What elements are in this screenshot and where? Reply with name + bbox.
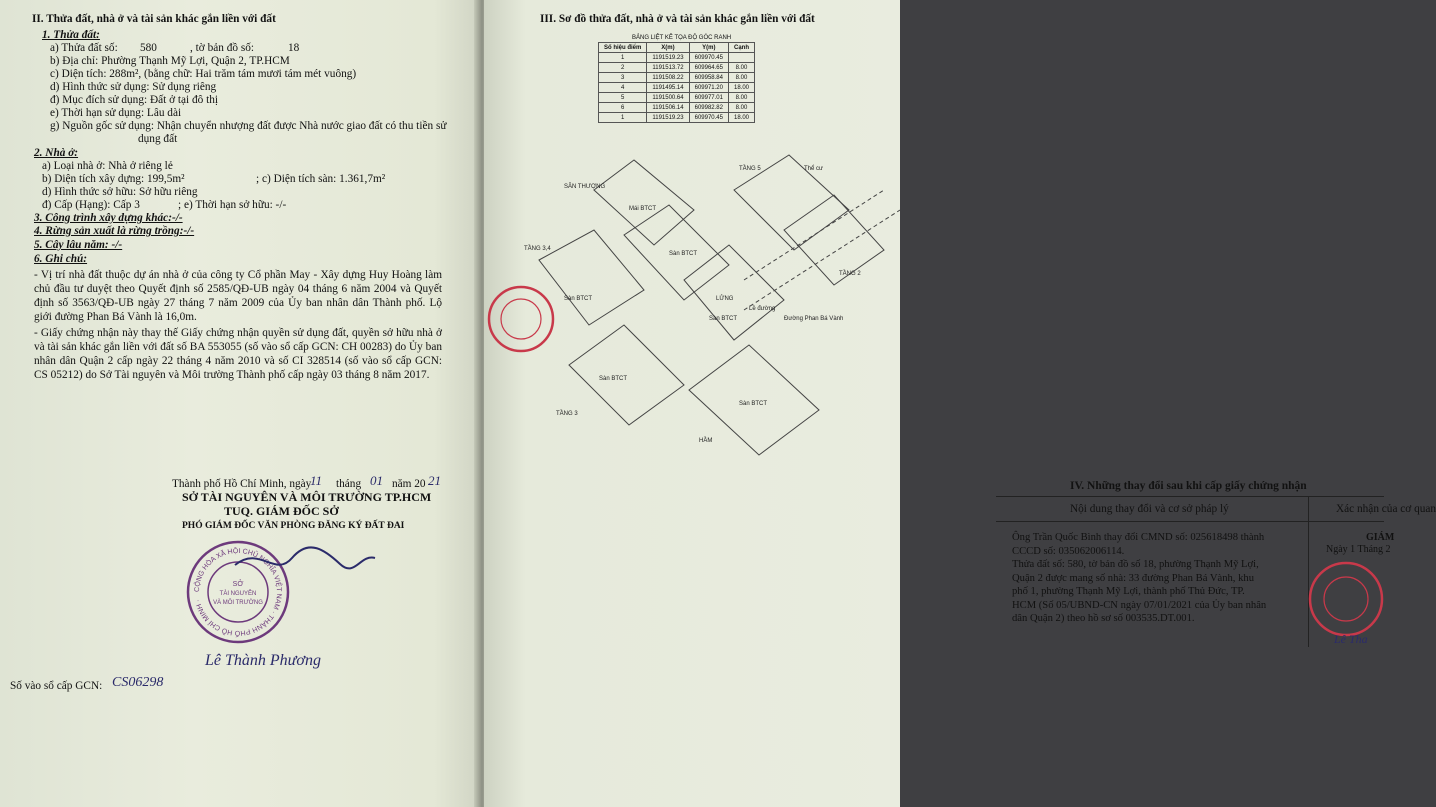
coord-row bbox=[599, 63, 755, 73]
coord-row bbox=[599, 83, 755, 93]
label-san-btct-1: Sàn BTCT bbox=[564, 296, 593, 302]
coord-cell: 1191500.64 bbox=[647, 93, 689, 103]
coord-cell: 609970.45 bbox=[689, 53, 728, 63]
coord-cell: 609964.65 bbox=[689, 63, 728, 73]
issue-year: 21 bbox=[428, 473, 441, 488]
coord-cell: 609977.01 bbox=[689, 93, 728, 103]
section-ii-title: II. Thửa đất, nhà ở và tài sản khác gắn liền với đất bbox=[32, 13, 276, 25]
land-area: c) Diện tích: 288m², (bằng chữ: Hai trăm tám mươi tám mét vuông) bbox=[50, 68, 357, 80]
label-lung: LỬNG bbox=[716, 296, 734, 302]
confirm-date: Ngày 1 Tháng 2 bbox=[1326, 544, 1391, 555]
label-ham: HẦM bbox=[699, 438, 713, 444]
change-line: CCCD số: 035062006114. bbox=[1012, 545, 1125, 557]
coord-cell: 1191495.14 bbox=[647, 83, 689, 93]
section-iii-title: III. Sơ đồ thửa đất, nhà ở và tài sản khác gắn liền với đất bbox=[540, 13, 815, 25]
land-parcel-value: 580 bbox=[140, 42, 157, 54]
coord-cell: 2 bbox=[599, 63, 647, 73]
signer-name: Lê Thành Phương bbox=[205, 652, 321, 669]
coord-cell: 8.00 bbox=[728, 73, 754, 83]
coord-header-cell: X(m) bbox=[647, 43, 689, 53]
note-replacement: - Giấy chứng nhận này thay thế Giấy chứng nhận quyền sử dụng đất, quyền sở hữu nhà ở và tài sản khác gắn liền với đất số BA 553055 (số vào sổ cấp GCN: CH 00283) do Ủy ban nhân dân Quận 2 cấp ngày 22 tháng 4 năm 2010 và số CI 328514 (số vào sổ cấp GCN: CS 05212) do Sở Tài nguyên và Môi trường Thành phố cấp ngày 03 tháng 8 năm 2017. bbox=[34, 327, 442, 381]
coord-cell: 609982.82 bbox=[689, 103, 728, 113]
plan-tang-2 bbox=[784, 195, 884, 285]
coord-cell: 3 bbox=[599, 73, 647, 83]
label-san-btct-2: Sàn BTCT bbox=[669, 251, 698, 257]
issuing-org: SỞ TÀI NGUYÊN VÀ MÔI TRƯỜNG TP.HCM bbox=[182, 490, 432, 504]
coord-cell bbox=[728, 53, 754, 63]
perennial-trees: 5. Cây lâu năm: -/- bbox=[34, 239, 123, 251]
issue-month: 01 bbox=[370, 473, 383, 488]
house-build-area: b) Diện tích xây dựng: 199,5m² bbox=[42, 173, 185, 185]
svg-text:SỞ: SỞ bbox=[232, 581, 244, 588]
note-project: - Vị trí nhà đất thuộc dự án nhà ở của công ty Cổ phần May - Xây dựng Huy Hoàng làm chủ đầu tư duyệt theo Quyết định số 2585/QĐ-UB ngày 04 tháng 6 năm 2004 và Quyết định số 3563/QĐ-UB ngày 27 tháng 7 năm 2009 của Ủy ban nhân dân Thành phố. Lộ giới đường Phan Bá Vành là 16,0m. bbox=[34, 269, 442, 323]
diagram-red-stamp bbox=[486, 284, 556, 354]
change-line: Thửa đất số: 580, tờ bản đồ số 18, phường Thạnh Mỹ Lợi, bbox=[1012, 559, 1259, 570]
tuq-line: TUQ. GIÁM ĐỐC SỞ bbox=[224, 504, 339, 518]
register-number: CS06298 bbox=[112, 675, 164, 690]
coord-cell: 1 bbox=[599, 53, 647, 63]
coord-cell: 6 bbox=[599, 103, 647, 113]
coord-cell: 609958.84 bbox=[689, 73, 728, 83]
section-iv-title: IV. Những thay đổi sau khi cấp giấy chứng nhận bbox=[1070, 480, 1307, 492]
coord-cell: 8.00 bbox=[728, 63, 754, 73]
coord-cell: 8.00 bbox=[728, 93, 754, 103]
register-label: Số vào sổ cấp GCN: bbox=[10, 680, 103, 692]
coord-row bbox=[599, 73, 755, 83]
coord-row bbox=[599, 93, 755, 103]
label-tang-2: TẦNG 2 bbox=[839, 271, 861, 277]
coord-cell: 18.00 bbox=[728, 113, 754, 123]
house-heading: 2. Nhà ở: bbox=[34, 147, 79, 159]
plan-lung bbox=[684, 245, 784, 340]
label-san-btct-5: Sàn BTCT bbox=[739, 401, 768, 407]
land-usage-form: d) Hình thức sử dụng: Sử dụng riêng bbox=[50, 81, 217, 93]
land-address: b) Địa chỉ: Phường Thạnh Mỹ Lợi, Quận 2, TP.HCM bbox=[50, 55, 290, 67]
house-term: ; e) Thời hạn sở hữu: -/- bbox=[178, 199, 287, 211]
house-type: a) Loại nhà ở: Nhà ở riêng lẻ bbox=[42, 160, 173, 172]
left-page bbox=[0, 0, 482, 807]
coord-row bbox=[599, 103, 755, 113]
change-line: dân Quận 2) theo hồ sơ số 003535.DT.001. bbox=[1012, 613, 1195, 624]
issue-year-label: năm 20 bbox=[392, 478, 426, 490]
coordinates-table bbox=[598, 42, 755, 123]
house-floor-area: ; c) Diện tích sàn: 1.361,7m² bbox=[256, 173, 386, 185]
coord-cell: 1191519.23 bbox=[647, 53, 689, 63]
changes-col-content: Nội dung thay đổi và cơ sở pháp lý bbox=[1070, 503, 1229, 515]
coord-cell: 8.00 bbox=[728, 103, 754, 113]
label-the-cu: Thể cư bbox=[804, 166, 824, 172]
svg-text:TÀI NGUYÊN: TÀI NGUYÊN bbox=[219, 591, 257, 597]
house-ownership: d) Hình thức sở hữu: Sở hữu riêng bbox=[42, 186, 198, 198]
land-purpose: đ) Mục đích sử dụng: Đất ở tại đô thị bbox=[50, 94, 219, 106]
land-heading: 1. Thửa đất: bbox=[42, 29, 100, 41]
svg-text:VÀ MÔI TRƯỜNG: VÀ MÔI TRƯỜNG bbox=[213, 600, 263, 606]
notes-heading: 6. Ghi chú: bbox=[34, 253, 88, 265]
coord-row bbox=[599, 53, 755, 63]
coord-cell: 18.00 bbox=[728, 83, 754, 93]
confirm-signer: Lê Tha bbox=[1334, 632, 1368, 646]
label-tang-34: TẦNG 3,4 bbox=[524, 246, 551, 252]
issue-month-label: tháng bbox=[336, 478, 362, 490]
land-map-value: 18 bbox=[288, 42, 300, 54]
house-grade: đ) Cấp (Hạng): Cấp 3 bbox=[42, 199, 140, 211]
coord-cell: 5 bbox=[599, 93, 647, 103]
coord-header-cell: Cạnh bbox=[728, 43, 754, 53]
coord-cell: 1191513.72 bbox=[647, 63, 689, 73]
label-tang-3: TẦNG 3 bbox=[556, 411, 578, 417]
coord-cell: 1191506.14 bbox=[647, 103, 689, 113]
label-san-thuong: SÂN THƯỢNG bbox=[564, 184, 606, 190]
changes-content bbox=[1012, 531, 1308, 626]
coord-row bbox=[599, 113, 755, 123]
signature bbox=[230, 540, 380, 580]
change-line: Quận 2 được mang số nhà: 33 đường Phan Bá Vành, khu bbox=[1012, 572, 1254, 584]
coord-header-cell: Y(m) bbox=[689, 43, 728, 53]
issue-day: 11 bbox=[310, 473, 323, 488]
label-tang-5: TẦNG 5 bbox=[739, 166, 761, 172]
confirm-title: GIÁM bbox=[1366, 532, 1395, 543]
coord-cell: 4 bbox=[599, 83, 647, 93]
label-san-btct-3: Sàn BTCT bbox=[709, 316, 738, 322]
changes-col-confirm: Xác nhận của cơ quan bbox=[1336, 503, 1436, 515]
coord-cell: 1191519.23 bbox=[647, 113, 689, 123]
land-map-label: , tờ bản đồ số: bbox=[190, 42, 255, 54]
svg-text:CỘNG HÒA XÃ HỘI CHỦ NGHĨA VIỆT: CỘNG HÒA XÃ HỘI CHỦ NGHĨA VIỆT NAM · THÀNH PHỐ HỒ CHÍ MINH · bbox=[193, 547, 283, 637]
change-line: phố 1, phường Thạnh Mỹ Lợi, thành phố Thủ Đức, TP. bbox=[1012, 586, 1245, 597]
land-origin: g) Nguồn gốc sử dụng: Nhận chuyển nhượng đất được Nhà nước giao đất có thu tiền sử bbox=[50, 120, 447, 132]
plan-tang-3 bbox=[569, 325, 684, 425]
coord-header-cell: Số hiệu điểm bbox=[599, 43, 647, 53]
change-line: Ông Trần Quốc Bình thay đổi CMND số: 025618498 thành bbox=[1012, 532, 1265, 543]
deputy-title: PHÓ GIÁM ĐỐC VĂN PHÒNG ĐĂNG KÝ ĐẤT ĐAI bbox=[182, 521, 405, 531]
coord-cell: 1191508.22 bbox=[647, 73, 689, 83]
coord-table-title: BẢNG LIỆT KÊ TỌA ĐỘ GÓC RANH bbox=[632, 35, 732, 41]
label-san-btct-4: Sàn BTCT bbox=[599, 376, 628, 382]
land-parcel-label: a) Thửa đất số: bbox=[50, 42, 118, 54]
coord-cell: 1 bbox=[599, 113, 647, 123]
coord-cell: 609970.45 bbox=[689, 113, 728, 123]
change-line: HCM (Số 05/UBND-CN ngày 07/01/2021 của Ủy ban nhân bbox=[1012, 599, 1267, 611]
right-page bbox=[484, 0, 1436, 807]
confirm-red-stamp bbox=[1306, 559, 1386, 639]
land-duration: e) Thời hạn sử dụng: Lâu dài bbox=[50, 107, 182, 119]
section-iv bbox=[996, 470, 1436, 650]
label-duong: Đường Phan Bá Vành bbox=[784, 316, 844, 322]
land-origin-cont: dụng đất bbox=[138, 133, 178, 145]
label-le-duong: Lề đường bbox=[749, 306, 776, 312]
coord-cell: 609971.20 bbox=[689, 83, 728, 93]
planted-forest: 4. Rừng sản xuất là rừng trồng:-/- bbox=[34, 225, 195, 237]
other-construction: 3. Công trình xây dựng khác:-/- bbox=[34, 212, 183, 224]
plan-san-thuong bbox=[594, 160, 694, 245]
issue-date-prefix: Thành phố Hồ Chí Minh, ngày bbox=[172, 478, 312, 490]
label-ma-btct: Mái BTCT bbox=[629, 206, 656, 212]
changes-table bbox=[996, 496, 1436, 647]
